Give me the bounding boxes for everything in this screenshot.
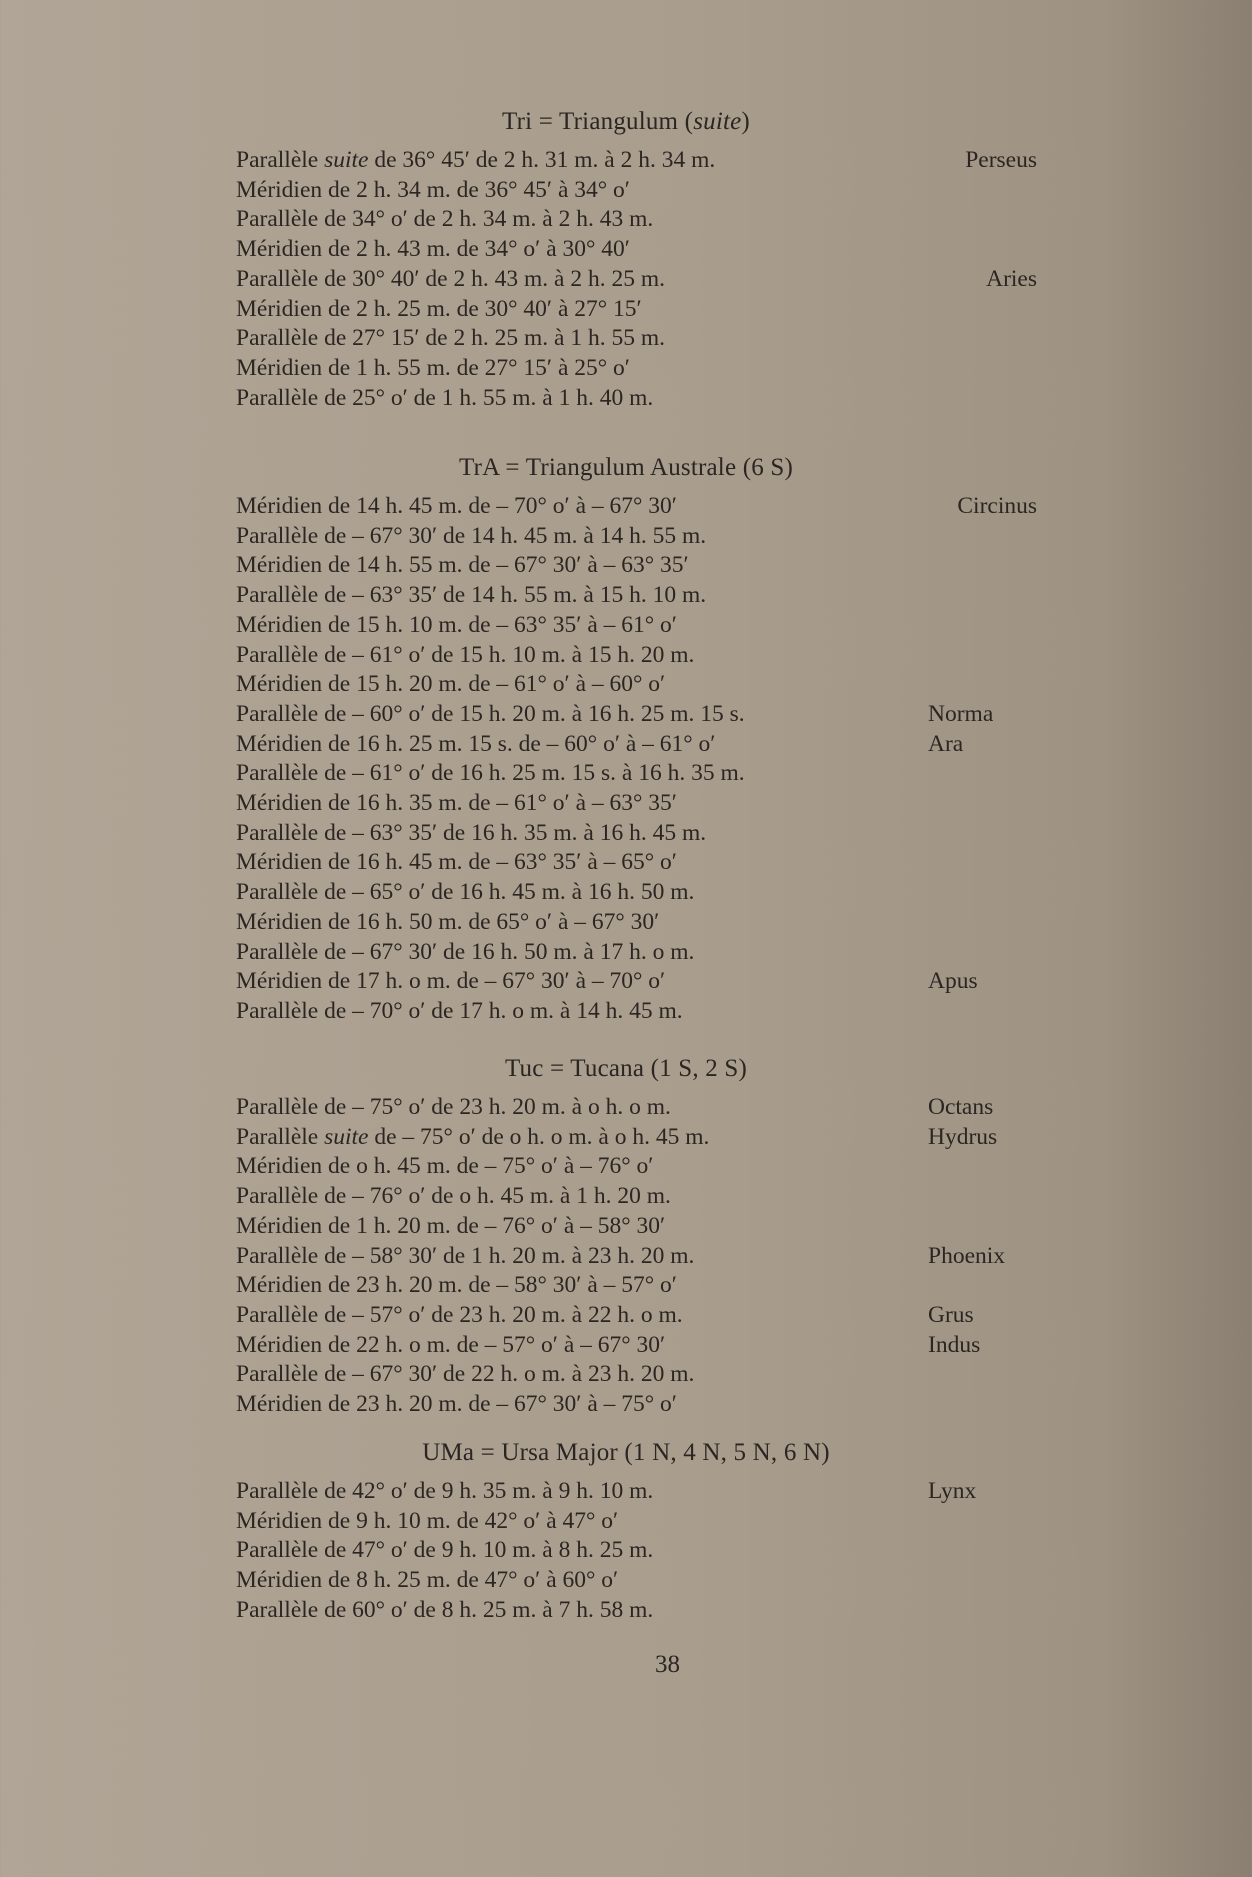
adjacent-constellation: Indus xyxy=(928,1331,981,1358)
boundary-line xyxy=(236,996,1036,1026)
adjacent-constellation: Perseus xyxy=(965,147,1037,173)
boundary-text: Méridien de 23 h. 20 m. de – 58° 30′ à – 57° o′ xyxy=(236,1272,677,1299)
boundary-text: Méridien de 15 h. 10 m. de – 63° 35′ à – 61° o′ xyxy=(236,611,677,638)
boundary-line xyxy=(236,1300,1036,1330)
boundary-line xyxy=(236,966,1036,996)
boundary-text: Méridien de 16 h. 35 m. de – 61° o′ à – 63° 35′ xyxy=(236,790,677,816)
boundary-line xyxy=(236,234,1036,264)
boundary-text: Méridien de 23 h. 20 m. de – 67° 30′ à – 75° o′ xyxy=(236,1391,677,1417)
boundary-line xyxy=(236,729,1036,759)
adjacent-constellation: Lynx xyxy=(928,1478,977,1504)
section-heading xyxy=(0,453,1252,483)
boundary-line xyxy=(236,758,1036,788)
boundary-line xyxy=(236,640,1036,670)
boundary-text: Méridien de 14 h. 45 m. de – 70° o′ à – 67° 30′ xyxy=(236,493,677,519)
boundary-line xyxy=(236,1565,1036,1595)
boundary-line xyxy=(236,1270,1036,1300)
boundary-text: Parallèle de – 61° o′ de 16 h. 25 m. 15 s. à 16 h. 35 m. xyxy=(236,760,745,787)
boundary-text: Parallèle de – 57° o′ de 23 h. 20 m. à 22 h. o m. xyxy=(236,1301,683,1328)
italic-word: suite xyxy=(324,1123,369,1150)
heading-text: TrA = Triangulum Australe (6 S) xyxy=(458,454,793,481)
boundary-line xyxy=(236,353,1036,383)
boundary-line xyxy=(236,610,1036,640)
boundary-line xyxy=(236,1389,1036,1419)
boundary-line xyxy=(236,1211,1036,1241)
boundary-line xyxy=(236,521,1036,551)
adjacent-constellation: Norma xyxy=(928,700,994,727)
boundary-line xyxy=(236,204,1036,234)
boundary-line xyxy=(236,145,1036,175)
boundary-text: Méridien de 15 h. 20 m. de – 61° o′ à – 60° o′ xyxy=(236,671,666,698)
section-heading xyxy=(0,1438,1252,1468)
boundary-text: Parallèle de – 58° 30′ de 1 h. 20 m. à 23 h. 20 m. xyxy=(236,1242,695,1269)
boundary-line xyxy=(236,788,1036,818)
boundary-line xyxy=(236,1359,1036,1389)
adjacent-constellation: Octans xyxy=(928,1094,994,1120)
boundary-line xyxy=(236,877,1036,907)
boundary-text: Méridien de 8 h. 25 m. de 47° o′ à 60° o′ xyxy=(236,1567,619,1594)
heading-text-end: ) xyxy=(741,108,750,135)
boundary-text: Parallèle de 60° o′ de 8 h. 25 m. à 7 h. 58 m. xyxy=(236,1596,654,1623)
boundary-text: Méridien de 1 h. 20 m. de – 76° o′ à – 58° 30′ xyxy=(236,1212,666,1239)
boundary-line xyxy=(236,1330,1036,1360)
boundary-line xyxy=(236,550,1036,580)
boundary-line xyxy=(236,818,1036,848)
boundary-text: Parallèle suite de 36° 45′ de 2 h. 31 m. à 2 h. 34 m. xyxy=(236,147,716,173)
boundary-line xyxy=(236,1476,1036,1506)
section-heading xyxy=(0,107,1252,137)
boundary-text: Parallèle de 47° o′ de 9 h. 10 m. à 8 h. 25 m. xyxy=(236,1537,654,1564)
boundary-text: Parallèle de – 67° 30′ de 22 h. o m. à 23 h. 20 m. xyxy=(236,1361,695,1388)
boundary-line xyxy=(236,1241,1036,1271)
boundary-text: Parallèle de 34° o′ de 2 h. 34 m. à 2 h. 43 m. xyxy=(236,206,654,233)
boundary-line xyxy=(236,669,1036,699)
boundary-text: Parallèle de – 67° 30′ de 16 h. 50 m. à 17 h. o m. xyxy=(236,938,695,965)
heading-text: Tuc = Tucana (1 S, 2 S) xyxy=(504,1055,748,1082)
boundary-line xyxy=(236,937,1036,967)
boundary-text: Méridien de 1 h. 55 m. de 27° 15′ à 25° o′ xyxy=(236,354,630,381)
boundary-text: Méridien de 16 h. 45 m. de – 63° 35′ à – 65° o′ xyxy=(236,849,677,876)
section-heading xyxy=(0,1054,1252,1084)
boundary-text: Parallèle de 42° o′ de 9 h. 35 m. à 9 h. 10 m. xyxy=(236,1478,654,1504)
adjacent-constellation: Grus xyxy=(928,1301,974,1328)
adjacent-constellation: Aries xyxy=(986,265,1037,292)
heading-text: UMa = Ursa Major (1 N, 4 N, 5 N, 6 N) xyxy=(422,1439,830,1466)
boundary-line xyxy=(236,175,1036,205)
adjacent-constellation: Apus xyxy=(928,968,978,995)
italic-word: suite xyxy=(324,147,369,173)
boundary-text: Parallèle de 25° o′ de 1 h. 55 m. à 1 h. 40 m. xyxy=(236,384,654,411)
page-number: 38 xyxy=(655,1651,680,1678)
boundary-text: Parallèle de – 65° o′ de 16 h. 45 m. à 16 h. 50 m. xyxy=(236,879,695,906)
boundary-line xyxy=(236,1595,1036,1625)
adjacent-constellation: Circinus xyxy=(957,493,1037,519)
boundary-text: Parallèle de – 61° o′ de 15 h. 10 m. à 15 h. 20 m. xyxy=(236,641,695,668)
boundary-text: Méridien de 2 h. 34 m. de 36° 45′ à 34° o′ xyxy=(236,176,630,203)
boundary-line xyxy=(236,847,1036,877)
boundary-text: Parallèle de – 75° o′ de 23 h. 20 m. à o h. o m. xyxy=(236,1094,671,1120)
boundary-text: Parallèle de – 63° 35′ de 16 h. 35 m. à 16 h. 45 m. xyxy=(236,819,707,846)
boundary-text: Parallèle de 27° 15′ de 2 h. 25 m. à 1 h. 55 m. xyxy=(236,325,665,352)
boundary-line xyxy=(236,907,1036,937)
boundary-text: Méridien de 9 h. 10 m. de 42° o′ à 47° o′ xyxy=(236,1507,619,1534)
boundary-line xyxy=(236,1092,1036,1122)
boundary-text: Méridien de o h. 45 m. de – 75° o′ à – 76° o′ xyxy=(236,1153,654,1180)
boundary-line xyxy=(236,294,1036,324)
heading-text: Tri = Triangulum ( xyxy=(502,108,694,135)
boundary-line xyxy=(236,383,1036,413)
boundary-text: Parallèle de – 60° o′ de 15 h. 20 m. à 16 h. 25 m. 15 s. xyxy=(236,700,745,727)
boundary-text: Parallèle de – 67° 30′ de 14 h. 45 m. à 14 h. 55 m. xyxy=(236,522,707,549)
boundary-text: Méridien de 16 h. 25 m. 15 s. de – 60° o′ à – 61° o′ xyxy=(236,730,716,757)
boundary-text: Méridien de 2 h. 25 m. de 30° 40′ à 27° 15′ xyxy=(236,295,642,322)
boundary-text: Méridien de 2 h. 43 m. de 34° o′ à 30° 40′ xyxy=(236,236,630,263)
heading-italic-text: suite xyxy=(693,108,742,135)
boundary-line xyxy=(236,1181,1036,1211)
boundary-text: Parallèle de 30° 40′ de 2 h. 43 m. à 2 h. 25 m. xyxy=(236,265,665,292)
boundary-text: Méridien de 17 h. o m. de – 67° 30′ à – 70° o′ xyxy=(236,968,666,995)
boundary-text: Méridien de 16 h. 50 m. de 65° o′ à – 67° 30′ xyxy=(236,908,660,935)
adjacent-constellation: Hydrus xyxy=(928,1123,998,1150)
boundary-line xyxy=(236,1151,1036,1181)
boundary-line xyxy=(236,1506,1036,1536)
boundary-line xyxy=(236,491,1036,521)
boundary-line xyxy=(236,1122,1036,1152)
boundary-line xyxy=(236,699,1036,729)
boundary-text: Parallèle de – 70° o′ de 17 h. o m. à 14 h. 45 m. xyxy=(236,997,683,1024)
boundary-text: Méridien de 22 h. o m. de – 57° o′ à – 67° 30′ xyxy=(236,1331,666,1358)
boundary-text: Parallèle de – 63° 35′ de 14 h. 55 m. à 15 h. 10 m. xyxy=(236,582,707,609)
boundary-text: Parallèle de – 76° o′ de o h. 45 m. à 1 h. 20 m. xyxy=(236,1183,671,1210)
boundary-line xyxy=(236,323,1036,353)
boundary-line xyxy=(236,264,1036,294)
boundary-line xyxy=(236,580,1036,610)
boundary-line xyxy=(236,1535,1036,1565)
adjacent-constellation: Ara xyxy=(928,730,964,757)
boundary-text: Parallèle suite de – 75° o′ de o h. o m. à o h. 45 m. xyxy=(236,1123,710,1150)
adjacent-constellation: Phoenix xyxy=(928,1242,1006,1269)
boundary-text: Méridien de 14 h. 55 m. de – 67° 30′ à – 63° 35′ xyxy=(236,552,689,579)
